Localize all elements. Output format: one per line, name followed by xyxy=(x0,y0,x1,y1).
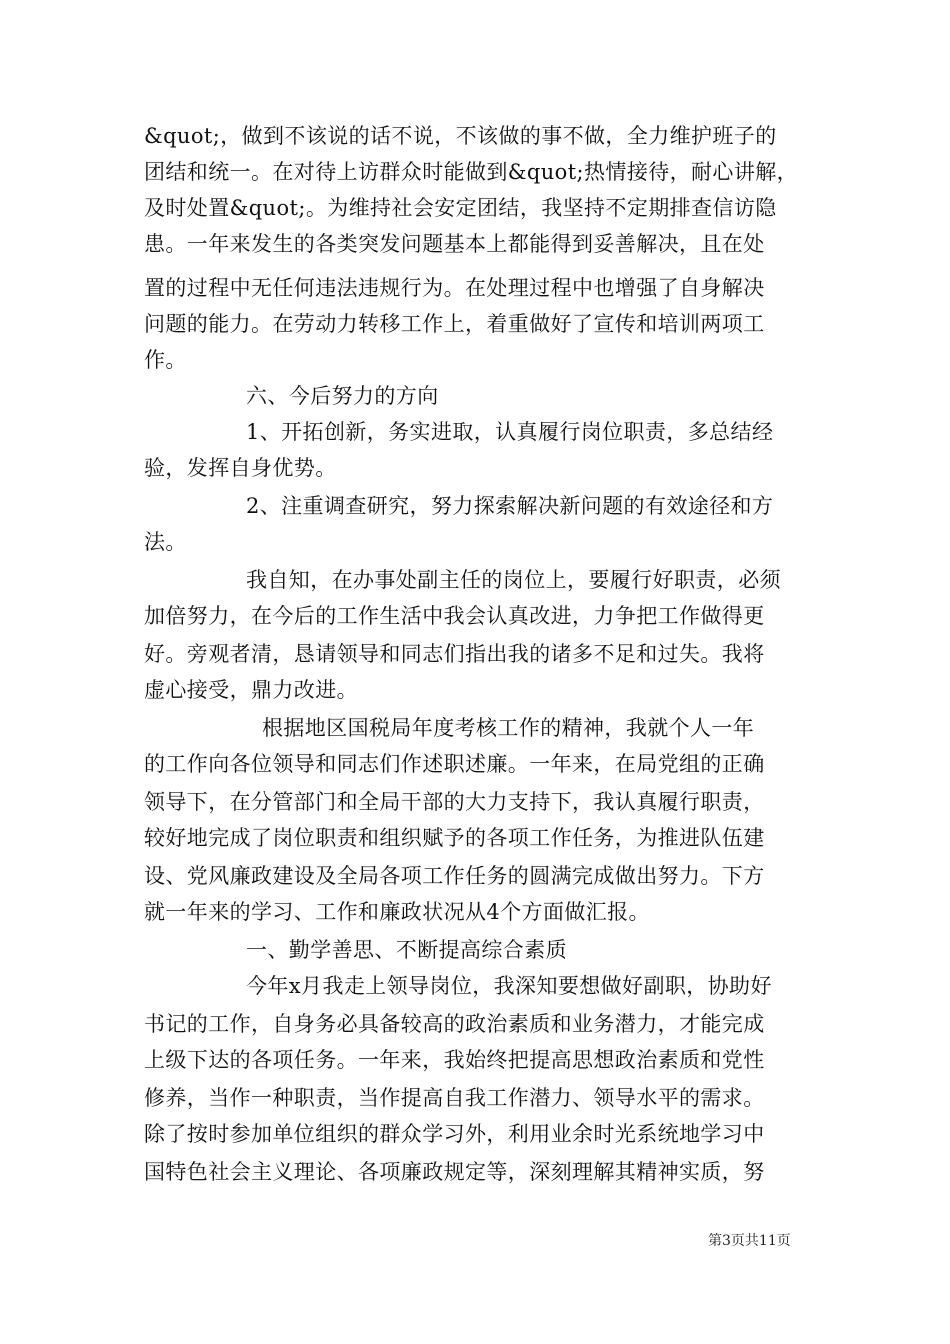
text-line-1: &quot;，做到不该说的话不说，不该做的事不做，全力维护班子的 xyxy=(144,124,777,148)
text-line-7: 作。 xyxy=(144,348,187,372)
text-line-20: 较好地完成了岗位职责和组织赋予的各项工作任务，为推进队伍建 xyxy=(144,826,765,850)
text-line-2: 团结和统一。在对待上访群众时能做到&quot;热情接待，耐心讲解， xyxy=(144,160,799,184)
text-line-24: 今年x月我走上领导岗位，我深知要想做好副职，协助好 xyxy=(246,974,772,998)
text-line-28: 除了按时参加单位组织的群众学习外，利用业余时光系统地学习中 xyxy=(144,1122,765,1146)
text-line-17: 根据地区国税局年度考核工作的精神，我就个人一年 xyxy=(262,716,755,740)
section-heading-6: 六、今后努力的方向 xyxy=(246,384,439,408)
text-line-18: 的工作向各位领导和同志们作述职述廉。一年来，在局党组的正确 xyxy=(144,752,765,776)
text-line-22: 就一年来的学习、工作和廉政状况从4个方面做汇报。 xyxy=(144,900,650,924)
text-line-27: 修养，当作一种职责，当作提高自我工作潜力、领导水平的需求。 xyxy=(144,1086,765,1110)
text-line-21: 设、党风廉政建设及全局各项工作任务的圆满完成做出努力。下方 xyxy=(144,864,765,888)
text-line-15: 好。旁观者清，恳请领导和同志们指出我的诸多不足和过失。我将 xyxy=(144,642,765,666)
text-line-14: 加倍努力，在今后的工作生活中我会认真改进，力争把工作做得更 xyxy=(144,604,765,628)
text-line-13: 我自知，在办事处副主任的岗位上，要履行好职责，必须 xyxy=(246,568,781,592)
text-line-11: 2、注重调查研究，努力探索解决新问题的有效途径和方 xyxy=(246,494,774,518)
text-line-25: 书记的工作，自身务必具备较高的政治素质和业务潜力，才能完成 xyxy=(144,1012,765,1036)
text-line-19: 领导下，在分管部门和全局干部的大力支持下，我认真履行职责， xyxy=(144,790,765,814)
text-line-26: 上级下达的各项任务。一年来，我始终把提高思想政治素质和党性 xyxy=(144,1048,765,1072)
text-line-12: 法。 xyxy=(144,530,187,554)
text-line-6: 问题的能力。在劳动力转移工作上，着重做好了宣传和培训两项工 xyxy=(144,312,765,336)
text-line-9: 1、开拓创新，务实进取，认真履行岗位职责，多总结经 xyxy=(246,420,774,444)
text-line-3: 及时处置&quot;。为维持社会安定团结，我坚持不定期排查信访隐 xyxy=(144,196,777,220)
text-line-10: 验，发挥自身优势。 xyxy=(144,456,337,480)
text-line-4: 患。一年来发生的各类突发问题基本上都能得到妥善解决，且在处 xyxy=(144,232,765,256)
text-line-16: 虚心接受，鼎力改进。 xyxy=(144,678,358,702)
section-heading-1: 一、勤学善思、不断提高综合素质 xyxy=(246,938,567,962)
text-line-29: 国特色社会主义理论、各项廉政规定等，深刻理解其精神实质，努 xyxy=(144,1160,765,1184)
page-number-footer: 第3页共11页 xyxy=(708,1233,791,1249)
text-line-5: 置的过程中无任何违法违规行为。在处理过程中也增强了自身解决 xyxy=(144,276,765,300)
